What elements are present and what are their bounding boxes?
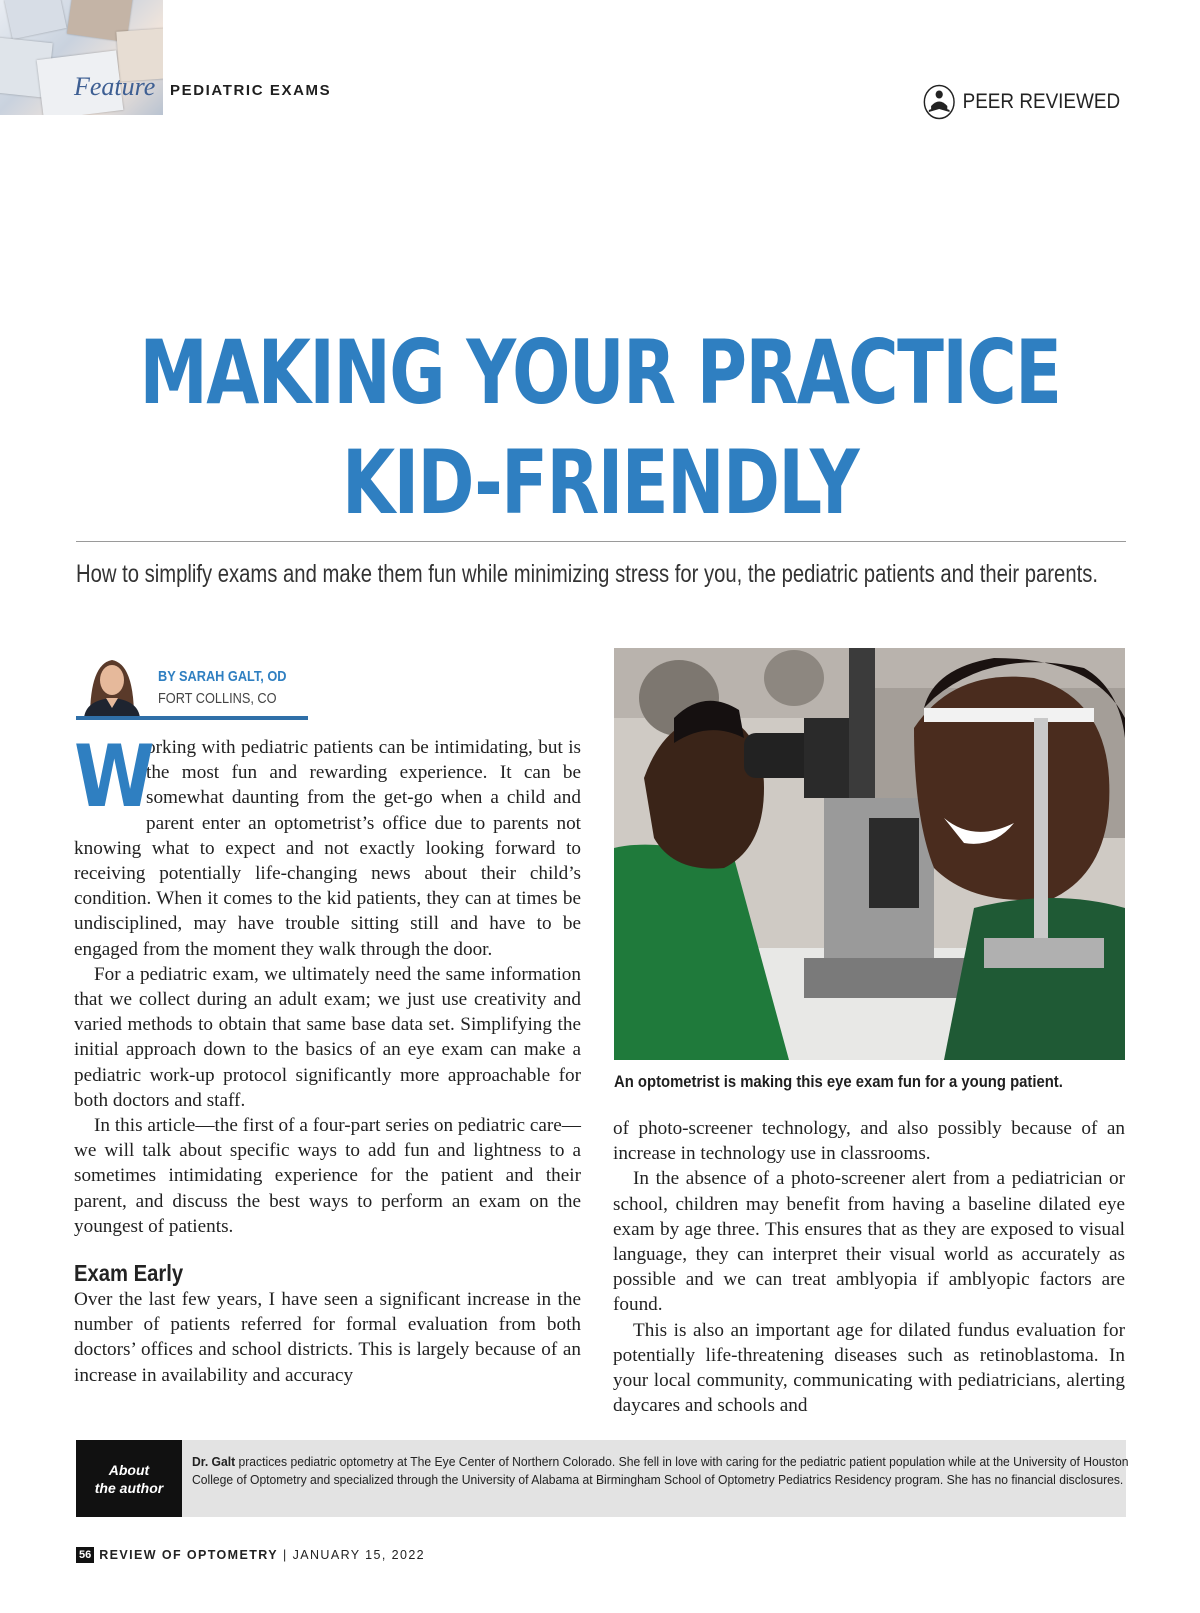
footer-separator: | (282, 1548, 288, 1562)
peer-reviewed-badge (923, 84, 1120, 120)
about-the-author-box (76, 1440, 1129, 1517)
paragraph-2: For a pediatric exam, we ultimately need the same information that we collect during an adult exam; we just use creativity and varied methods to obtain that same base data set. Simplifying the initial approach down to the basics of an eye exam can make a pediatric work-up protocol significantly more approachable for both doctors and staff. (74, 963, 581, 1111)
title-rule (76, 541, 1126, 542)
paragraph-7: This is also an important age for dilated fundus evaluation for potentially life-threatening diseases such as retinoblastoma. In your local community, communicating with pediatricians, alerting daycares and schools and (613, 1319, 1125, 1417)
byline: BY SARAH GALT, OD (158, 668, 287, 685)
paragraph-1-text: orking with pediatric patients can be intimidating, but is the most fun and rewarding experience. It can be somewhat daunting from the get-go when a child and parent enter an optometrist’s office due to parents not knowing what to expect and not exactly looking forward to receiving potentially life-changing news about their child’s condition. When it comes to the kid patients, they can at times be undisciplined, may have trouble sitting still and have to be engaged from the moment they walk through the door. (74, 737, 581, 960)
article-dek: How to simplify exams and make them fun while minimizing stress for you, the pediatric patients and their parents. (76, 560, 1098, 588)
publication-name: REVIEW OF OPTOMETRY (99, 1548, 278, 1562)
issue-date: JANUARY 15, 2022 (292, 1548, 426, 1562)
title-line-2: KID-FRIENDLY (341, 431, 859, 534)
exam-photo (614, 648, 1125, 1060)
article-title (0, 318, 1200, 538)
title-line-1: MAKING YOUR PRACTICE (139, 321, 1061, 424)
column-right (613, 1116, 1125, 1418)
byline-rule (76, 716, 308, 720)
page-footer (76, 1547, 425, 1563)
paragraph-6: In the absence of a photo-screener alert from a pediatrician or school, children may benefit from having a baseline dilated eye exam by age three. This ensures that as they are exposed to visual language, they can interpret their visual world as accurately as possible and we can treat amblyopia if amblyopic factors are found. (613, 1168, 1125, 1316)
paragraph-4: Over the last few years, I have seen a significant increase in the number of patients referred for formal evaluation from both doctors’ offices and school districts. This is largely because of an increase in availability and accuracy (74, 1289, 581, 1386)
about-author-bio: practices pediatric optometry at The Eye Center of Northern Colorado. She fell in love with caring for the pediatric patient population while at the University of Houston College of Optometry and specialized through the University of Alabama at Birmingham School of Optometry Pediatrics Residency program. She has no financial disclosures. (192, 1454, 1129, 1487)
about-tag (76, 1440, 182, 1517)
paragraph-3: In this article—the first of a four-part series on pediatric care—we will talk about specific ways to add fun and lightness to a sometimes intimidating experience for the patient and their parent, and discuss the best ways to perform an exam on the youngest of patients. (74, 1115, 581, 1237)
feature-label: Feature (74, 72, 156, 101)
author-photo (76, 648, 148, 718)
author-location: FORT COLLINS, CO (158, 690, 277, 707)
about-text (192, 1453, 1130, 1489)
page-number: 56 (76, 1547, 94, 1563)
peer-reviewed-icon (923, 84, 955, 120)
paragraph-1 (74, 727, 581, 962)
drop-cap: W (74, 727, 155, 827)
paragraph-5: of photo-screener technology, and also possibly because of an increase in technology use in classrooms. (613, 1118, 1125, 1165)
about-tag-line-2: the author (94, 1479, 164, 1496)
about-author-name: Dr. Galt (192, 1454, 236, 1469)
about-tag-line-1: About (108, 1461, 150, 1478)
section-label: PEDIATRIC EXAMS (170, 82, 332, 99)
column-left (74, 727, 581, 1388)
peer-reviewed-label: PEER REVIEWED (962, 90, 1121, 113)
photo-caption: An optometrist is making this eye exam fun for a young patient. (614, 1073, 1063, 1091)
subhead-exam-early: Exam Early (74, 1260, 184, 1287)
